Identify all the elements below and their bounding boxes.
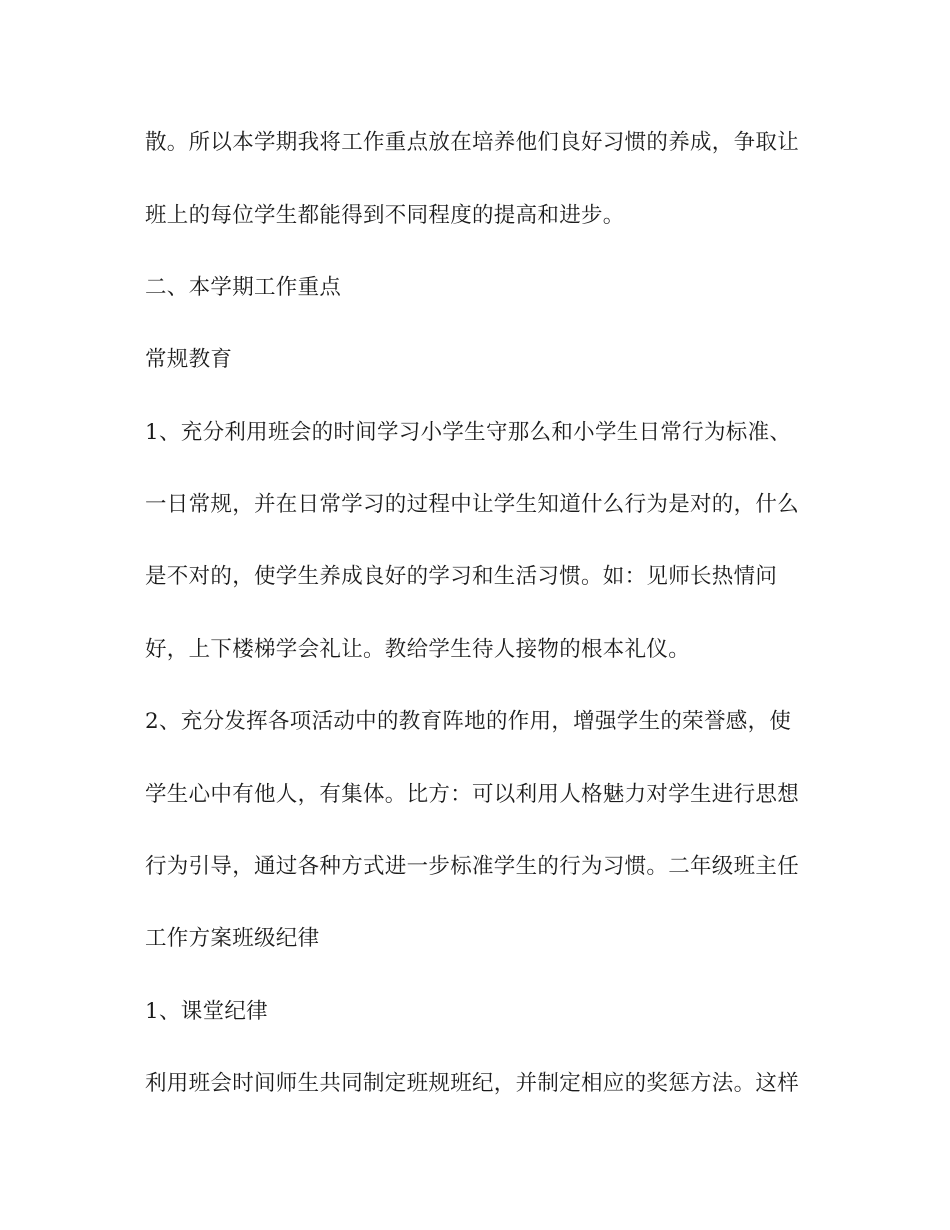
- text-line: 1、充分利用班会的时间学习小学生守那么和小学生日常行为标准、: [145, 420, 792, 445]
- text-line: 工作方案班级纪律: [145, 926, 320, 951]
- text-line: 散。所以本学期我将工作重点放在培养他们良好习惯的养成，争取让: [145, 130, 800, 155]
- text-line: 是不对的，使学生养成良好的学习和生活习惯。如：见师长热情问: [145, 564, 778, 589]
- section-heading: 二、本学期工作重点: [145, 275, 342, 300]
- text-line: 学生心中有他人，有集体。比方：可以利用人格魅力对学生进行思想: [145, 782, 800, 807]
- text-line: 一日常规，并在日常学习的过程中让学生知道什么行为是对的，什么: [145, 492, 800, 517]
- text-line: 2、充分发挥各项活动中的教育阵地的作用，增强学生的荣誉感，使: [145, 709, 792, 734]
- text-line: 好，上下楼梯学会礼让。教给学生待人接物的根本礼仪。: [145, 637, 691, 662]
- subsection-heading: 常规教育: [145, 347, 233, 372]
- text-line: 班上的每位学生都能得到不同程度的提高和进步。: [145, 203, 625, 228]
- text-line: 利用班会时间师生共同制定班规班纪，并制定相应的奖惩方法。这样: [145, 1071, 800, 1096]
- subsection-heading: 1、课堂纪律: [145, 999, 268, 1024]
- text-line: 行为引导，通过各种方式进一步标准学生的行为习惯。二年级班主任: [145, 854, 800, 879]
